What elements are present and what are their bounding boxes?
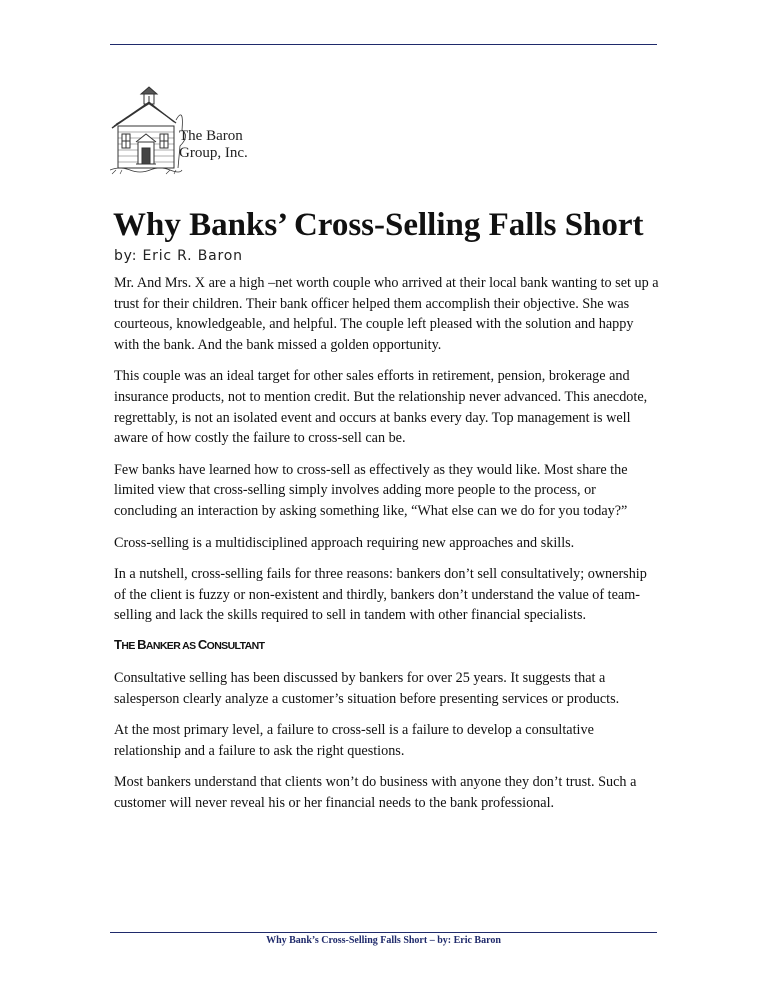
article-body [114,273,662,824]
header-rule [110,44,657,45]
paragraph: Most bankers understand that clients won’t do business with anyone they don’t trust. Such a customer will never reveal his or her financial needs to the bank professional. [114,774,637,811]
paragraph: Few banks have learned how to cross-sell as effectively as they would like. Most share the limited view that cross-selling simply involves adding more people to the process, or concluding an interaction by asking something like, “What else can we do for you today?” [114,461,628,519]
paragraph: This couple was an ideal target for other sales efforts in retirement, pension, brokerage and insurance products, not to mention credit. But the relationship never advanced. This anecdote, regrettably, is not an isolated event and occurs at banks every day. Top management is well aware of how costly the failure to cross-sell can be. [114,368,648,447]
heading-part: HE [121,639,138,652]
paragraph: In a nutshell, cross-selling fails for three reasons: bankers don’t sell consultatively; ownership of the client is fuzzy or non-existent and thirdly, bankers don’t understand the value of team-selling and lack the skills required to sell in tandem with other financial specialists. [114,566,647,624]
company-name-line1: The Baron [179,128,243,144]
heading-part: ANKER AS [145,639,198,652]
heading-part: C [197,636,207,652]
company-name-line2: Group, Inc. [179,145,248,161]
page-footer: Why Bank’s Cross-Selling Falls Short – by: Eric Baron [266,935,501,946]
paragraph: Mr. And Mrs. X are a high –net worth couple who arrived at their local bank wanting to set up a trust for their children. Their bank officer helped them accomplish their objective. She was courteous, knowledgeable, and helpful. The couple left pleased with the solution and happy with the bank. And the bank missed a golden opportunity. [114,275,659,353]
heading-part: B [137,636,146,652]
article-byline: by: Eric R. Baron [114,248,243,264]
footer-rule [110,932,657,933]
paragraph: Consultative selling has been discussed by bankers for over 25 years. It suggests that a salesperson clearly analyze a customer’s situation before presenting services or products. [114,669,620,707]
heading-part: T [114,636,122,652]
heading-part: ONSULTANT [206,639,265,652]
company-name [179,128,248,162]
article-title: Why Banks’ Cross-Selling Falls Short [113,207,644,243]
paragraph: Cross-selling is a multidisciplined approach requiring new approaches and skills. [114,534,575,551]
section-heading [114,637,662,652]
paragraph: At the most primary level, a failure to cross-sell is a failure to develop a consultative relationship and a failure to ask the right questions. [114,722,594,759]
